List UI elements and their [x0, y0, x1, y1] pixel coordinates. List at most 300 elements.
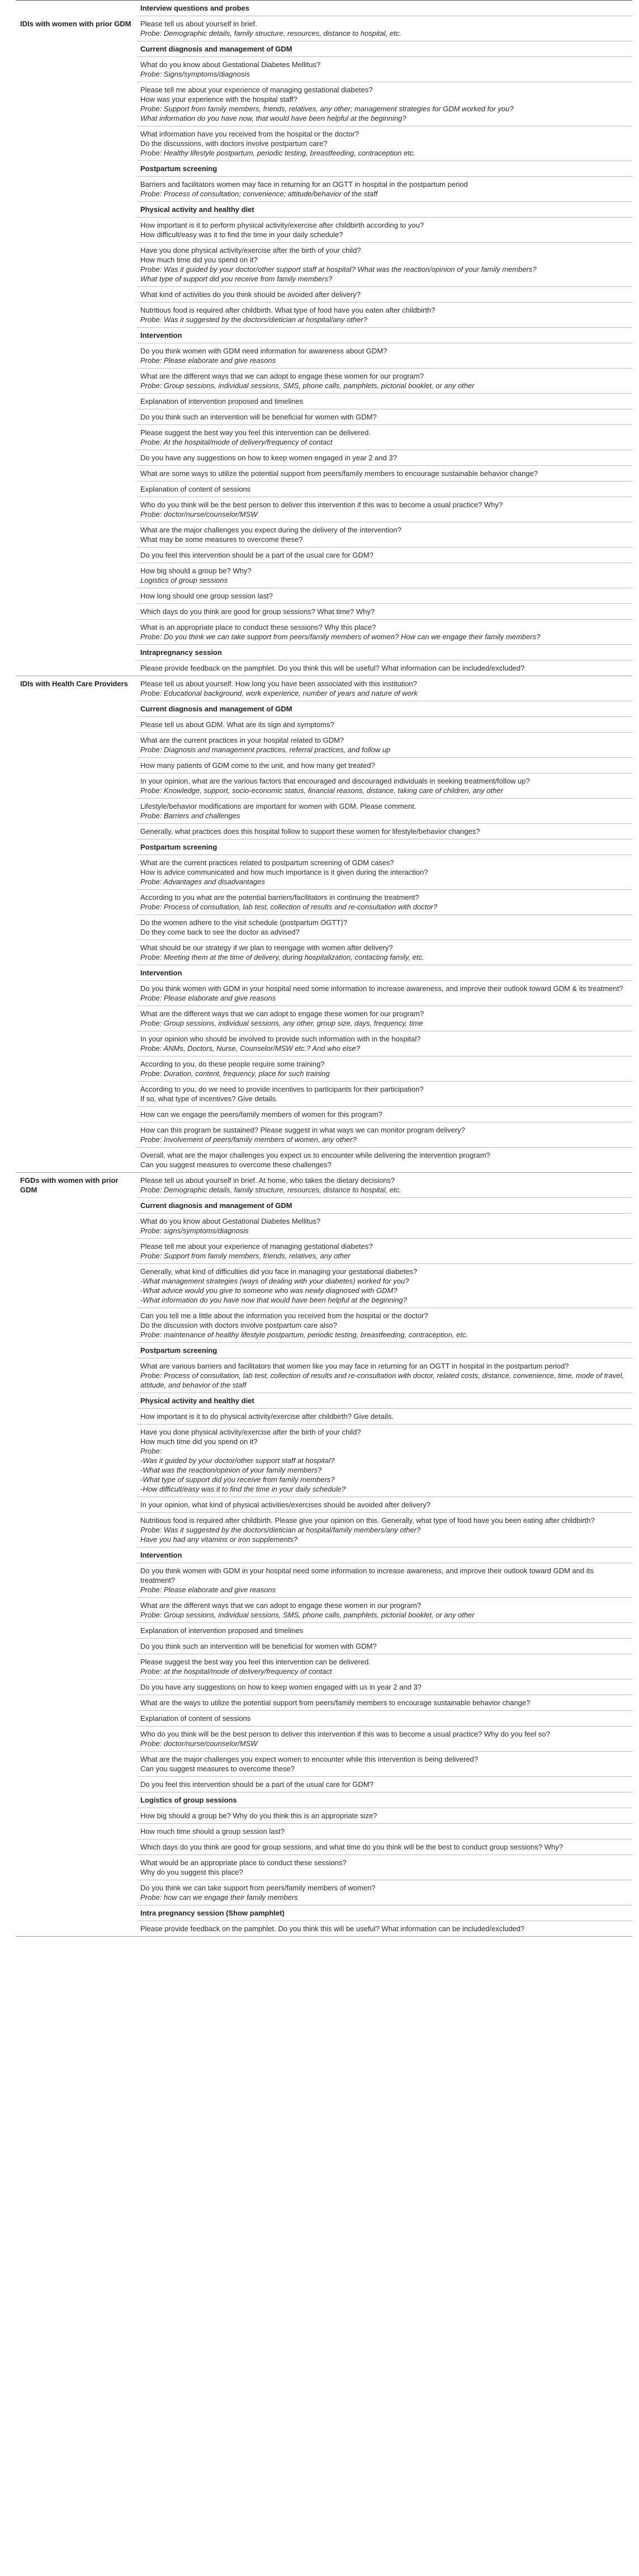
question-cell [137, 1409, 632, 1424]
question-cell [137, 482, 632, 497]
section-heading: Postpartum screening [137, 839, 632, 855]
question-row [16, 1623, 632, 1639]
question-text: Please provide feedback on the pamphlet. Do you think this will be useful? What information can be included/excluded? [140, 664, 525, 672]
probe-text: Probe: Educational background, work experience, number of years and nature of work [140, 689, 418, 697]
probe-text: Probe: Demographic details, family structure, resources, distance to hospital, etc. [140, 1186, 401, 1194]
question-text: Do they come back to see the doctor as advised? [140, 928, 300, 936]
probe-text: Probe: Support from family members, friends, relatives, any other; management strategies for GDM worked for you? [140, 105, 514, 113]
question-row [16, 425, 632, 450]
group-label [16, 1563, 137, 1598]
question-cell [137, 126, 632, 161]
section-heading-row [16, 1198, 632, 1214]
question-text: What would be an appropriate place to conduct these sessions? [140, 1858, 347, 1867]
question-row [16, 824, 632, 839]
group-label [16, 466, 137, 482]
question-row [16, 1264, 632, 1308]
question-row [16, 1639, 632, 1654]
question-text: Explanation of intervention proposed and timelines [140, 397, 304, 405]
group-label [16, 1726, 137, 1752]
probe-text: Probe: Do you think we can take support from peers/family members of women? How can we engage their family members? [140, 633, 541, 641]
question-row [16, 1855, 632, 1880]
section-heading-row [16, 1393, 632, 1409]
probe-text: Probe: Barriers and challenges [140, 812, 240, 820]
question-text: How can we engage the peers/family members of women for this program? [140, 1110, 382, 1119]
probe-text: Probe: Meeting them at the time of delivery, during hospitalization, contacting family, etc. [140, 953, 424, 961]
question-text: How big should a group be? Why? [140, 567, 252, 575]
probe-text: Probe: Support from family members, friends, relatives, any other [140, 1252, 351, 1260]
group-label [16, 409, 137, 425]
group-label [16, 890, 137, 915]
group-label [16, 497, 137, 522]
group-label [16, 1839, 137, 1855]
question-cell [137, 1264, 632, 1308]
question-text: Please tell us about yourself. How long you have been associated with this institution? [140, 680, 418, 688]
group-label [16, 660, 137, 676]
probe-text: Logistics of group sessions [140, 576, 228, 584]
group-label [16, 1393, 137, 1409]
group-label [16, 1122, 137, 1148]
group-label: FGDs with women with prior GDM [20, 1176, 119, 1194]
question-row [16, 57, 632, 82]
question-row [16, 604, 632, 620]
question-cell [137, 981, 632, 1006]
question-text: Lifestyle/behavior modifications are important for women with GDM. Please comment. [140, 802, 416, 810]
question-cell [137, 1308, 632, 1343]
question-row [16, 218, 632, 243]
probe-text: Probe: Diagnosis and management practices, referral practices, and follow up [140, 746, 391, 754]
probe-text: Probe: Please elaborate and give reasons [140, 356, 276, 365]
group-label [16, 177, 137, 202]
group-label [16, 425, 137, 450]
group-label [16, 1548, 137, 1563]
group-label [16, 1808, 137, 1824]
probe-text: Probe: Process of consultation, lab test, collection of results and re-consultation with doctor? [140, 903, 438, 911]
question-text: What are the major challenges you expect during the delivery of the intervention? [140, 526, 401, 534]
group-label [16, 1409, 137, 1424]
question-text: Have you done physical activity/exercise after the birth of your child? [140, 1428, 361, 1436]
question-cell [137, 1513, 632, 1548]
question-text: Do you think women with GDM in your hospital need some information to increase awareness, and improve their outlook toward GDM and its treatment? [140, 1567, 594, 1584]
question-row [16, 1726, 632, 1752]
question-cell [137, 1711, 632, 1726]
section-heading-row [16, 1343, 632, 1358]
question-row [16, 1752, 632, 1777]
question-cell [137, 1031, 632, 1056]
question-cell [137, 1148, 632, 1173]
question-cell [137, 773, 632, 799]
group-label: IDIs with Health Care Providers [20, 680, 128, 688]
question-text: What are the current practices related to postpartum screening of GDM cases? [140, 858, 394, 867]
question-cell [137, 1082, 632, 1107]
question-cell [137, 890, 632, 915]
probe-text: What information do you have now, that would have been helpful at the beginning? [140, 114, 406, 122]
question-text: Do you think we can take support from peers/family members of women? [140, 1884, 376, 1892]
section-heading: Current diagnosis and management of GDM [137, 41, 632, 57]
question-row [16, 1777, 632, 1792]
probe-text: Probe: Group sessions, individual sessions, SMS, phone calls, pamphlets, pictorial booklet, or any other [140, 1611, 475, 1619]
question-row [16, 620, 632, 645]
question-row [16, 497, 632, 522]
question-row [16, 717, 632, 733]
question-cell [137, 1880, 632, 1905]
question-text: Do you think women with GDM need information for awareness about GDM? [140, 347, 387, 355]
group-label [16, 1198, 137, 1214]
group-label [16, 1239, 137, 1264]
question-cell [137, 1921, 632, 1937]
group-label [16, 287, 137, 303]
group-label [16, 161, 137, 177]
question-row [16, 409, 632, 425]
interview-guide-body [16, 1, 632, 1937]
question-text: Please tell me about your experience of managing gestational diabetes? [140, 86, 373, 94]
question-cell [137, 1695, 632, 1711]
group-label [16, 343, 137, 369]
question-row [16, 1921, 632, 1937]
question-row [16, 940, 632, 965]
question-text: What do you know about Gestational Diabetes Mellitus? [140, 60, 321, 69]
group-label [16, 733, 137, 758]
question-row [16, 676, 632, 701]
probe-text: Probe: [140, 1447, 162, 1455]
question-cell [137, 369, 632, 394]
group-label [16, 126, 137, 161]
question-text: Please tell us about GDM. What are its sign and symptoms? [140, 720, 334, 729]
question-cell [137, 1824, 632, 1839]
question-row [16, 343, 632, 369]
section-heading-row [16, 41, 632, 57]
probe-text: Have you had any vitamins or iron supplements? [140, 1535, 298, 1544]
question-text: How difficult/easy was it to find the time in your daily schedule? [140, 230, 343, 239]
question-cell [137, 548, 632, 563]
question-row [16, 1679, 632, 1695]
question-cell [137, 660, 632, 676]
question-row [16, 1824, 632, 1839]
question-cell [137, 1497, 632, 1513]
question-cell [137, 1598, 632, 1623]
question-row [16, 1082, 632, 1107]
question-cell [137, 1424, 632, 1497]
question-text: Please tell us about yourself in brief. [140, 20, 257, 28]
group-label [16, 1264, 137, 1308]
question-text: What are the different ways that we can adopt to engage these women for our program? [140, 372, 424, 380]
question-text: What do you know about Gestational Diabetes Mellitus? [140, 1217, 321, 1225]
question-text: What are the different ways that we can adopt to engage these women in our program? [140, 1601, 422, 1610]
question-text: What information have you received from the hospital or the doctor? [140, 130, 359, 138]
question-cell [137, 915, 632, 940]
question-text: How can this program be sustained? Please suggest in what ways we can monitor program delivery? [140, 1126, 465, 1134]
group-label [16, 1056, 137, 1082]
question-row [16, 177, 632, 202]
question-text: Which days do you think are good for group sessions, and what time do you think will be the best to conduct group sessions? Why? [140, 1843, 563, 1851]
question-row [16, 563, 632, 588]
group-label [16, 243, 137, 287]
question-cell [137, 450, 632, 466]
question-row [16, 243, 632, 287]
question-cell [137, 497, 632, 522]
question-cell [137, 758, 632, 773]
question-text: Please suggest the best way you feel this intervention can be delivered. [140, 428, 371, 437]
probe-text: Probe: doctor/nurse/counselor/MSW [140, 510, 258, 518]
group-label [16, 1695, 137, 1711]
question-cell [137, 733, 632, 758]
group-label [16, 1031, 137, 1056]
question-text: How is advice communicated and how much importance is it given during the interaction? [140, 868, 428, 876]
section-heading-row [16, 645, 632, 660]
question-cell [137, 1777, 632, 1792]
question-row [16, 287, 632, 303]
group-label [16, 824, 137, 839]
question-cell [137, 855, 632, 890]
question-row [16, 773, 632, 799]
section-heading-row [16, 328, 632, 343]
question-row [16, 915, 632, 940]
question-cell [137, 1639, 632, 1654]
question-text: What may be some measures to overcome these? [140, 535, 303, 544]
probe-text: Probe: Signs/symptoms/diagnosis [140, 70, 250, 78]
question-row [16, 482, 632, 497]
question-text: What kind of activities do you think should be avoided after delivery? [140, 290, 361, 299]
group-label [16, 981, 137, 1006]
question-text: Generally, what kind of difficulties did you face in managing your gestational diabetes? [140, 1267, 418, 1276]
question-cell [137, 1726, 632, 1752]
probe-text: Probe: Process of consultation; convenience; attitude/behavior of the staff [140, 190, 378, 198]
question-cell [137, 1358, 632, 1393]
probe-text: Probe: Was it suggested by the doctors/dietician at hospital/any other? [140, 315, 367, 324]
probe-text: -What information do you have now that would have been helpful at the beginning? [140, 1296, 407, 1304]
question-text: Explanation of content of sessions [140, 1714, 251, 1723]
question-text: What should be our strategy if we plan to reengage with women after delivery? [140, 943, 393, 952]
group-label [16, 369, 137, 394]
section-heading: Interview questions and probes [137, 1, 632, 16]
question-row [16, 369, 632, 394]
question-text: How much time should a group session last? [140, 1827, 285, 1836]
question-text: Do you think such an intervention will be beneficial for women with GDM? [140, 413, 377, 421]
question-text: According to you what are the potential barriers/facilitators in continuing the treatment? [140, 893, 419, 902]
question-text: How important is it to perform physical activity/exercise after childbirth according to you? [140, 221, 424, 229]
question-cell [137, 287, 632, 303]
question-cell [137, 16, 632, 41]
question-text: How big should a group be? Why do you think this is an appropriate size? [140, 1811, 377, 1820]
section-heading: Intervention [137, 965, 632, 981]
question-text: Can you suggest measures to overcome these challenges? [140, 1160, 332, 1169]
question-row [16, 16, 632, 41]
probe-text: -What was the reaction/opinion of your family members? [140, 1466, 322, 1474]
question-text: What are the different ways that we can adopt to engage these women for our program? [140, 1009, 424, 1018]
probe-text: Probe: Group sessions, individual sessions, SMS, phone calls, pamphlets, pictorial booklet, or any other [140, 381, 475, 390]
section-heading-row [16, 839, 632, 855]
question-row [16, 1056, 632, 1082]
group-label [16, 1343, 137, 1358]
group-label [16, 717, 137, 733]
group-label [16, 1, 137, 16]
question-text: Please tell me about your experience of managing gestational diabetes? [140, 1242, 373, 1251]
question-row [16, 1308, 632, 1343]
section-heading: Intervention [137, 1548, 632, 1563]
group-label [16, 915, 137, 940]
group-label [16, 1639, 137, 1654]
group-label [16, 1654, 137, 1679]
question-text: How long should one group session last? [140, 592, 273, 600]
probe-text: Probe: signs/symptoms/diagnosis [140, 1226, 249, 1235]
question-cell [137, 425, 632, 450]
section-heading-row [16, 1548, 632, 1563]
question-cell [137, 409, 632, 425]
question-cell [137, 1623, 632, 1639]
question-text: How important is it to do physical activity/exercise after childbirth? Give details. [140, 1412, 394, 1421]
group-label [16, 1148, 137, 1173]
section-heading-row [16, 1792, 632, 1808]
question-text: Do the women adhere to the visit schedule (postpartum OGTT)? [140, 918, 347, 927]
question-text: What are the current practices in your hospital related to GDM? [140, 736, 344, 744]
group-label [16, 202, 137, 218]
question-cell [137, 1654, 632, 1679]
question-text: What are some ways to utilize the potential support from peers/family members to encourage sustainable behavior change? [140, 469, 538, 478]
question-cell [137, 343, 632, 369]
probe-text: Probe: Please elaborate and give reasons [140, 994, 276, 1002]
question-row [16, 1239, 632, 1264]
probe-text: What type of support did you receive from family members? [140, 275, 333, 283]
question-row [16, 890, 632, 915]
question-cell [137, 82, 632, 126]
probe-text: Probe: Knowledge, support, socio-economic status, financial reasons, distance, taking care of children, any other [140, 786, 503, 795]
question-row [16, 1880, 632, 1905]
group-label [16, 1214, 137, 1239]
question-row [16, 394, 632, 409]
question-row [16, 303, 632, 328]
group-label [16, 1082, 137, 1107]
question-cell [137, 1239, 632, 1264]
group-label [16, 799, 137, 824]
probe-text: Probe: Duration, content, frequency, place for such training [140, 1069, 330, 1078]
question-cell [137, 604, 632, 620]
probe-text: Probe: Advantages and disadvantages [140, 877, 265, 886]
section-heading: Logistics of group sessions [137, 1792, 632, 1808]
probe-text: Probe: at the hospital/mode of delivery/frequency of contact [140, 1667, 332, 1676]
question-text: Do you have any suggestions on how to keep women engaged with us in year 2 and 3? [140, 1683, 422, 1691]
probe-text: Probe: how can we engage their family members [140, 1893, 298, 1902]
probe-text: -What advice would you give to someone who was newly diagnosed with GDM? [140, 1286, 397, 1295]
group-label [16, 1777, 137, 1792]
question-row [16, 855, 632, 890]
question-row [16, 1839, 632, 1855]
group-label [16, 82, 137, 126]
question-cell [137, 676, 632, 701]
group-label [16, 522, 137, 548]
question-row [16, 1598, 632, 1623]
question-cell [137, 824, 632, 839]
group-label [16, 1598, 137, 1623]
question-cell [137, 620, 632, 645]
probe-text: Probe: ANMs, Doctors, Nurse, Counselor/MSW etc.? And who else? [140, 1044, 360, 1053]
probe-text: Probe: doctor/nurse/counselor/MSW [140, 1739, 258, 1748]
question-text: Can you tell me a little about the information you received from the hospital or the doctor? [140, 1311, 428, 1320]
section-heading: Current diagnosis and management of GDM [137, 1198, 632, 1214]
question-cell [137, 303, 632, 328]
question-text: Do you have any suggestions on how to keep women engaged in year 2 and 3? [140, 454, 397, 462]
question-text: In your opinion, what kind of physical activities/exercises should be avoided after delivery? [140, 1501, 430, 1509]
question-cell [137, 799, 632, 824]
group-label [16, 1107, 137, 1122]
section-heading: Physical activity and healthy diet [137, 1393, 632, 1409]
question-cell [137, 1563, 632, 1598]
group-label [16, 1679, 137, 1695]
group-label [16, 1006, 137, 1031]
group-label [16, 1905, 137, 1921]
group-label [16, 588, 137, 604]
question-row [16, 1006, 632, 1031]
group-label [16, 965, 137, 981]
question-cell [137, 1214, 632, 1239]
probe-text: Probe: At the hospital/mode of delivery/frequency of contact [140, 438, 333, 446]
group-label [16, 563, 137, 588]
group-label [16, 548, 137, 563]
question-row [16, 1107, 632, 1122]
section-heading: Postpartum screening [137, 161, 632, 177]
group-label [16, 645, 137, 660]
question-text: Can you suggest measures to overcome these? [140, 1764, 295, 1773]
probe-text: Probe: Demographic details, family structure, resources, distance to hospital, etc. [140, 29, 401, 37]
question-cell [137, 218, 632, 243]
question-row [16, 522, 632, 548]
group-label [16, 1358, 137, 1393]
probe-text: Probe: Was it guided by your doctor/other support staff at hospital? What was the reaction/opinion of your family members? [140, 265, 537, 273]
group-label [16, 1792, 137, 1808]
group-label [16, 1752, 137, 1777]
question-cell [137, 717, 632, 733]
probe-text: Probe: Process of consultation, lab test, collection of results and re-consultation with doctor, related costs, distance, convenience, time, mode of travel, attitude, and behavior of the staff [140, 1371, 624, 1389]
question-cell [137, 1855, 632, 1880]
question-cell [137, 466, 632, 482]
question-text: Please provide feedback on the pamphlet. Do you think this will be useful? What information can be included/excluded? [140, 1924, 525, 1933]
group-label [16, 855, 137, 890]
section-heading-row [16, 161, 632, 177]
probe-text: Probe: Healthy lifestyle postpartum, periodic testing, breastfeeding, contraception etc. [140, 149, 416, 157]
question-text: Overall, what are the major challenges you expect us to encounter while delivering the intervention program? [140, 1151, 490, 1159]
section-heading: Current diagnosis and management of GDM [137, 701, 632, 717]
question-text: Do the discussion with doctors involve postpartum care also? [140, 1321, 337, 1329]
question-text: What are various barriers and facilitators that women like you may face in returning for an OGTT in hospital in the postpartum period? [140, 1362, 569, 1370]
question-row [16, 1148, 632, 1173]
group-label [16, 604, 137, 620]
question-text: Who do you think will be the best person to deliver this intervention if this was to become a usual practice? Why? [140, 501, 503, 509]
section-heading: Intrapregnancy session [137, 645, 632, 660]
question-row [16, 1358, 632, 1393]
question-text: How was your experience with the hospital staff? [140, 95, 297, 103]
question-text: What are the major challenges you expect women to encounter while this intervention is being delivered? [140, 1755, 479, 1763]
question-cell [137, 243, 632, 287]
group-label [16, 773, 137, 799]
question-row [16, 1173, 632, 1198]
question-row [16, 981, 632, 1006]
question-text: Generally, what practices does this hospital follow to support these women for lifestyle/behavior changes? [140, 827, 480, 836]
section-heading-row [16, 701, 632, 717]
group-label [16, 839, 137, 855]
question-text: In your opinion who should be involved to provide such information with in the hospital? [140, 1035, 421, 1043]
group-label [16, 1880, 137, 1905]
question-text: How much time did you spend on it? [140, 256, 258, 264]
question-row [16, 1031, 632, 1056]
probe-text: -Was it guided by your doctor/other support staff at hospital? [140, 1456, 335, 1465]
group-label [16, 1855, 137, 1880]
question-row [16, 1214, 632, 1239]
question-row [16, 799, 632, 824]
question-row [16, 1122, 632, 1148]
question-text: Which days do you think are good for group sessions? What time? Why? [140, 607, 375, 616]
question-text: Please suggest the best way you feel this intervention can be delivered. [140, 1658, 371, 1666]
group-label [16, 1711, 137, 1726]
question-row [16, 548, 632, 563]
question-row [16, 1563, 632, 1598]
